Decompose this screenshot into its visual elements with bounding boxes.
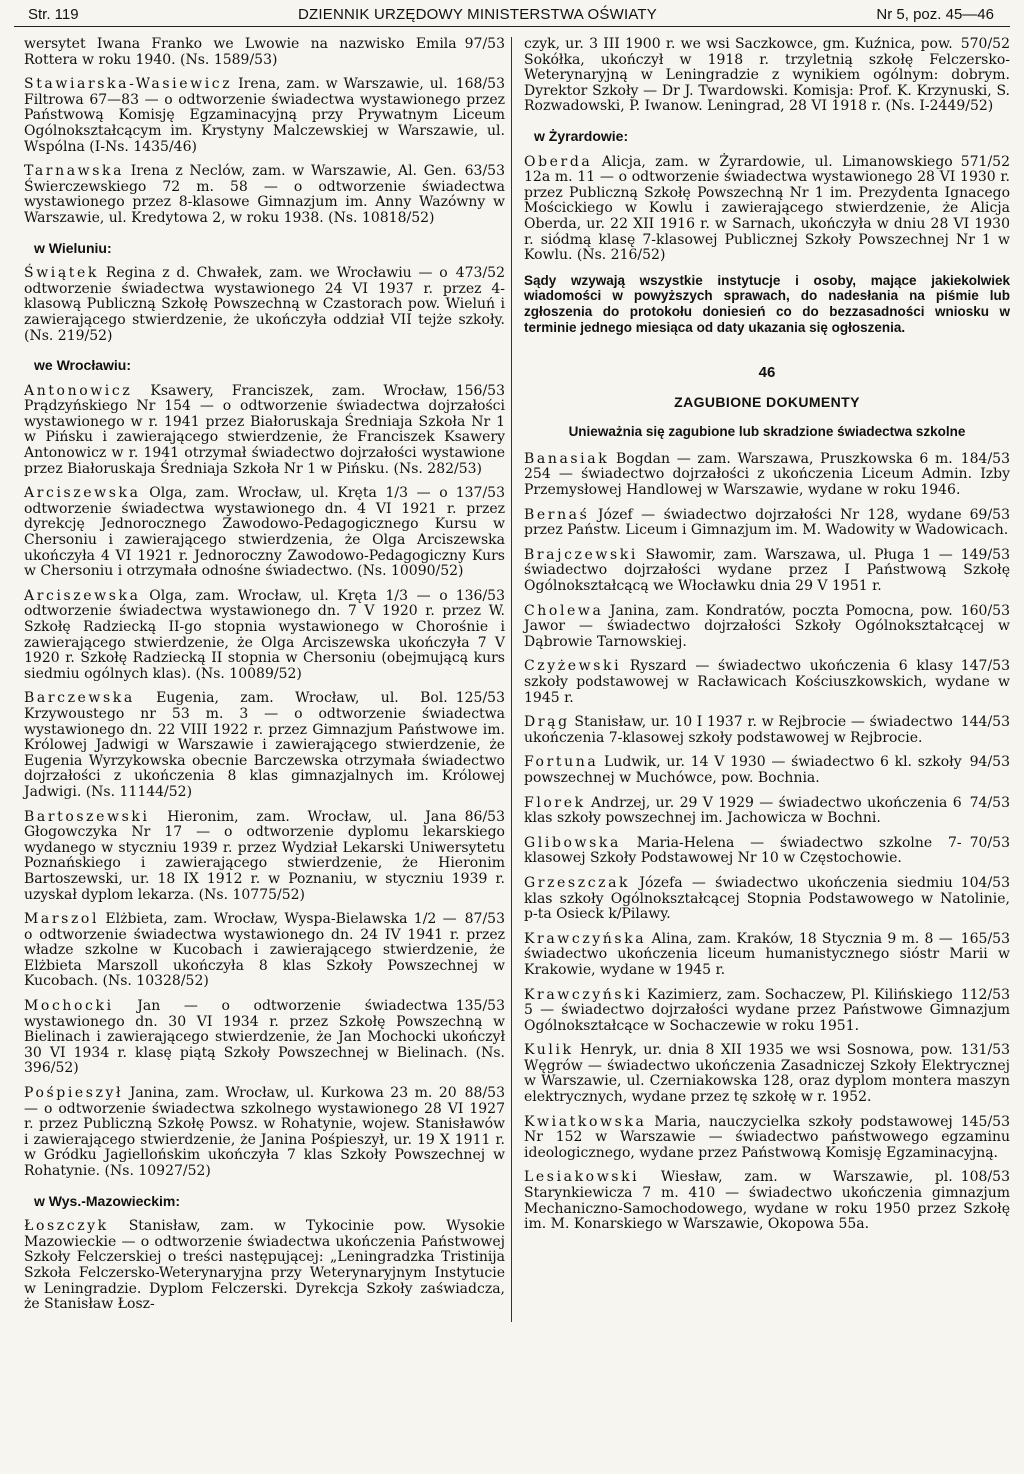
entry-reference: 88/53 xyxy=(464,1085,505,1102)
entry-text: Kazimierz, zam. Sochaczew, Pl. Kilińskiego 5 — świadectwo dojrzałości wydane przez Państwowe Gimnazjum Ogólnokształcące w Sochaczewie w roku 1951. xyxy=(524,986,1010,1034)
entry-reference: 131/53 xyxy=(960,1042,1010,1059)
entry-reference: 70/53 xyxy=(969,834,1010,851)
entry-surname: Bernaś xyxy=(524,506,590,523)
page-number: Str. 119 xyxy=(28,6,79,23)
entry-surname: Krawczyński xyxy=(524,986,643,1003)
entry xyxy=(24,1219,505,1313)
entry-surname: Florek xyxy=(524,794,586,811)
entry-text: wersytet Iwana Franko we Lwowie na nazwisko Emila Rottera w roku 1940. (Ns. 1589/53) xyxy=(24,36,457,68)
entry xyxy=(524,1170,1010,1232)
entry-reference: 168/53 xyxy=(455,76,505,93)
entry xyxy=(524,548,1010,595)
entry-reference: 86/53 xyxy=(464,808,505,825)
entry xyxy=(24,810,505,904)
section-heading-zyrardow: w Żyrardowie: xyxy=(534,127,629,144)
entry-text: Andrzej, ur. 29 V 1929 — świadectwo ukończenia 6 klas szkoły powszechnej im. Jachowicza w Bochni. xyxy=(524,794,962,827)
entry xyxy=(524,796,1010,827)
entry-reference: 69/53 xyxy=(969,506,1010,523)
entry-text: Maria, nauczycielka szkoły podstawowej Nr 152 w Warszawie — świadectwo państwowego egzaminu ideologicznego, wydane przez Państwową Komisję Egzaminacyjną. xyxy=(524,1113,1010,1161)
entry-reference: 63/53 xyxy=(464,163,505,180)
entry xyxy=(24,384,505,478)
entry-text: Sławomir, zam. Warszawa, ul. Pługa 1 — świadectwo dojrzałości wydane przez I Państwową Szkołę Ogólnokształcącą we Włocławku dnia 29 V 1951 r. xyxy=(524,546,1010,595)
entry-text: Ludwik, ur. 14 V 1930 — świadectwo 6 kl. szkoły powszechnej w Muchówce, pow. Bochnia. xyxy=(524,754,962,786)
entry xyxy=(24,486,505,580)
entry-reference: 144/53 xyxy=(960,714,1010,731)
entry xyxy=(24,77,505,155)
entry-surname: Bartoszewski xyxy=(24,808,150,825)
entry-surname: Świątek xyxy=(24,265,99,282)
entry-text: Stanisław, ur. 10 I 1937 r. w Rejbrocie — świadectwo ukończenia 7-klasowej szkoły podstawowej w Rejbrocie. xyxy=(524,714,953,746)
entry-surname: Kulik xyxy=(524,1042,574,1059)
entry xyxy=(24,266,505,344)
entry-text: Stanisław, zam. w Tykocinie pow. Wysokie Mazowieckie — o odtworzenie świadectwa ukończenia Państwowej Szkoły Felczerskiej o treści następującej: „Leningradzka Tristinija Szkoła Felczersko-Weterynaryjna przy Weterynaryjnym Instytucie w Leningradzie. Dyplom Felczerski. Dyrekcja Szkoły zaświadcza, że Stanisław Łosz- xyxy=(24,1218,505,1313)
entry xyxy=(524,932,1010,979)
entry-text: Janina, zam. Kondratów, poczta Pomocna, pow. Jawor — świadectwo dojrzałości Szkoły Ogólnokształcącej w Dąbrowie Tarnowskiej. xyxy=(524,602,1010,650)
entry-reference: 145/53 xyxy=(960,1113,1010,1130)
entry-reference: 74/53 xyxy=(969,794,1010,811)
entry xyxy=(524,988,1010,1035)
entry-surname: Kwiatkowska xyxy=(524,1113,647,1130)
entry-surname: Mochocki xyxy=(24,998,114,1015)
entry-text: Henryk, ur. dnia 8 XII 1935 we wsi Sosnowa, pow. Węgrów — świadectwo ukończenia Zasadniczej Szkoły Elektrycznej w Warszawie, ul. Czerniakowska 128, oraz dyplom montera maszyn elektrycznych, wydane przez tę szkołę w r. 1952. xyxy=(524,1042,1010,1106)
entry xyxy=(524,37,1010,115)
section-heading-mazowieckie: w Wys.-Mazowieckim: xyxy=(34,1192,181,1209)
entry-text: Janina, zam. Wrocław, ul. Kurkowa 23 m. 20 — o odtworzenie świadectwa szkolnego wystawionego 28 VI 1927 r. przez Publiczną Szkołę Powsz. w Rohatynie, wojew. Stanisławów i zawierającego stwierdzenie, że Janina Pośpieszył, ur. 19 X 1911 r. w Gródku Jagiellońskim ukończyła 7 klas Szkoły Powszechnej w Rohatynie. (Ns. 10927/52) xyxy=(24,1085,505,1179)
entry xyxy=(24,999,505,1077)
entry-text: Olga, zam. Wrocław, ul. Kręta 1/3 — o odtworzenie świadectwa wystawionego dn. 4 VI 1921 r. przez dyrekcję Jednorocznego Zawodowo-Pedagogicznego Kursu w Chersoniu i zawierającego stwierdzenia, że Olga Arciszewska ukończyła 4 VI 1921 r. Jednoroczny Zawodowo-Pedagogiczny Kurs w Chersoniu i otrzymała odnośne świadectwo. (Ns. 10090/52) xyxy=(24,485,505,580)
entry-reference: 165/53 xyxy=(960,930,1010,947)
entry-reference: 156/53 xyxy=(455,382,505,399)
entry-text: Ryszard — świadectwo ukończenia 6 klasy szkoły podstawowej w Racławicach Kościuszkowskich, wydane w 1945 r. xyxy=(524,658,1010,706)
entry xyxy=(524,755,1010,786)
continued-entries xyxy=(524,37,1010,115)
entry-reference: 104/53 xyxy=(960,874,1010,891)
section-number: 46 xyxy=(758,364,776,382)
page-header xyxy=(14,6,1010,27)
entry-reference: 137/53 xyxy=(455,485,505,502)
entry-surname: Cholewa xyxy=(524,602,604,619)
entry-text: Jan — o odtworzenie świadectwa wystawionego dn. 30 VI 1934 r. przez Szkołę Powszechną w Bielinach i zawierającego stwierdzenie, że Jan Mochocki ukończył 30 VI 1934 r. klasę piątą Szkoły Powszechnej w Bielinach. (Ns. 396/52) xyxy=(24,998,505,1077)
section-heading-wroclaw: we Wrocławiu: xyxy=(34,357,131,374)
entry-surname: Lesiakowski xyxy=(524,1169,640,1186)
wroclaw-entries xyxy=(24,384,505,1180)
entry-surname: Czyżewski xyxy=(524,658,622,675)
entry-text: Hieronim, zam. Wrocław, ul. Jana Głogowczyka Nr 17 — o odtworzenie dyplomu lekarskiego wydanego w styczniu 1939 r. przez Wydział Lekarski Uniwersytetu Poznańskiego i zawierającego stwierdzenie, że Hieronim Bartoszewski, ur. 18 IX 1912 r. w Poznaniu, w styczniu 1939 r. uzyskał dyplom lekarza. (Ns. 10775/52) xyxy=(24,808,505,903)
entry-surname: Banasiak xyxy=(524,450,610,467)
entry-reference: 108/53 xyxy=(960,1169,1010,1186)
entry-reference: 147/53 xyxy=(960,658,1010,675)
entry-text: Józef — świadectwo dojrzałości Nr 128, wydane przez Państw. Liceum i Gimnazjum im. M. Wadowity w Wadowicach. xyxy=(524,506,1009,539)
entry-text: Wiesław, zam. w Warszawie, pl. Starynkiewicza 7 m. 410 — świadectwo ukończenia gimnazjum Mechaniczno-Samochodowego, wydane w roku 1950 przez Szkołę im. M. Konarskiego w Warszawie, Okopowa 55a. xyxy=(524,1169,1010,1233)
entry xyxy=(524,836,1010,867)
entry-text: czyk, ur. 3 III 1900 r. we wsi Saczkowce, gm. Kuźnica, pow. Sokółka, ukończył w 1918 r. trzyletnią szkołę Felczersko-Weterynaryjną w Leningradzie z wynikiem ogólnym: dobrym. Dyrektor Szkoły — Dr J. Twardowski. Komisja: Prof. K. Krzynuski, S. Rozwadowski, P. Iwanow. Leningrad, 28 VI 1918 r. (Ns. I-2449/52) xyxy=(524,36,1010,115)
entry xyxy=(524,508,1010,539)
entry-surname: Arciszewska xyxy=(24,587,141,604)
zyrardow-entries xyxy=(524,155,1010,264)
entry-surname: Fortuna xyxy=(524,754,599,771)
entry xyxy=(24,37,505,68)
entry-reference: 136/53 xyxy=(455,587,505,604)
entry-surname: Stawiarska-Wasiewicz xyxy=(24,76,233,93)
entry xyxy=(524,1043,1010,1105)
entry-surname: Tarnawska xyxy=(24,163,125,180)
entry xyxy=(524,659,1010,706)
journal-title: DZIENNIK URZĘDOWY MINISTERSTWA OŚWIATY xyxy=(298,6,658,23)
court-notice: Sądy wzywają wszystkie instytucje i osoby, mające jakiekolwiek wiadomości w powyższych sprawach, do nadesłania na piśmie lub zgłoszenia do protokołu doniesień co do bezzasadności wniosku w terminie jednego miesiąca od daty ukazania się ogłoszenia. xyxy=(524,272,1010,335)
entry-reference: 473/52 xyxy=(455,265,505,282)
entry-surname: Drąg xyxy=(524,714,570,731)
entry-reference: 135/53 xyxy=(455,998,505,1015)
entry xyxy=(524,155,1010,264)
section-subtitle: Unieważnia się zagubione lub skradzione świadectwa szkolne xyxy=(568,424,966,440)
entry-surname: Pośpieszył xyxy=(24,1085,124,1102)
wielun-entries xyxy=(24,266,505,344)
entry-reference: 160/53 xyxy=(960,602,1010,619)
section-heading-wielun: w Wieluniu: xyxy=(34,239,112,256)
entry xyxy=(524,1115,1010,1162)
lost-documents-entries xyxy=(524,452,1010,1233)
entry xyxy=(24,912,505,990)
entry-text: Alina, zam. Kraków, 18 Stycznia 9 m. 8 — świadectwo ukończenia liceum humanistycznego sióstr Marii w Krakowie, wydane w 1945 r. xyxy=(524,930,1010,978)
entry-text: Bogdan — zam. Warszawa, Pruszkowska 6 m. 254 — świadectwo dojrzałości z ukończenia Liceum Admin. Izby Przemysłowej Handlowej w Warszawie, wydane w roku 1946. xyxy=(524,450,1010,499)
entry-reference: 87/53 xyxy=(464,911,505,928)
entry-reference: 94/53 xyxy=(969,754,1010,771)
entry-reference: 149/53 xyxy=(960,546,1010,563)
entry xyxy=(524,604,1010,651)
entry-reference: 184/53 xyxy=(960,450,1010,467)
issue-number: Nr 5, poz. 45—46 xyxy=(876,6,994,23)
entry-surname: Glibowska xyxy=(524,834,621,851)
entry-text: Eugenia, zam. Wrocław, ul. Bol. Krzywoustego nr 53 m. 3 — o odtworzenie świadectwa wystawionego dn. 22 VIII 1922 r. przez Gimnazjum Państwowe im. Królowej Jadwigi w Warszawie i zawierającego stwierdzenie, że Eugenia Wyrzykowska obecnie Barczewska otrzymała świadectwo dojrzałości z ukończenia 8 klas gimnazjalnych im. Królowej Jadwigi. (Ns. 11144/52) xyxy=(24,690,505,800)
left-column xyxy=(14,37,512,1322)
mazowieckie-entries xyxy=(24,1219,505,1313)
entry-surname: Oberda xyxy=(524,153,593,170)
entry-text: Ksawery, Franciszek, zam. Wrocław, Prądzyńskiego Nr 154 — o odtworzenie świadectwa dojrzałości wystawionego w r. 1941 przez Białoruskaja Średniaja Szkoła Nr 1 w Pińsku i zawierającego stwierdzenie, że Franciszek Ksawery Antonowicz w r. 1941 otrzymał świadectwo dojrzałości wystawione przez Białoruskaja Średniaja Szkoła Nr 1 w Pińsku. (Ns. 282/53) xyxy=(24,382,505,477)
entry xyxy=(524,715,1010,746)
entry-surname: Marszol xyxy=(24,911,100,928)
entry-text: Irena, zam. w Warszawie, ul. Filtrowa 67—83 — o odtworzenie świadectwa wystawionego przez Państwową Komisję Egzaminacyjną przy Prywatnym Liceum Ogólnokształcącym im. Krystyny Malczewskiej w Warszawie, ul. Wspólna (I-Ns. 1435/46) xyxy=(24,76,505,155)
entry xyxy=(524,876,1010,923)
entry-text: Elżbieta, zam. Wrocław, Wyspa-Bielawska 1/2 — o odtworzenie świadectwa wystawionego dn. 24 IV 1941 r. przez władze szkolne w Kucobach i zawierającego stwierdzenie, że Elżbieta Marszoll ukończyła 8 klas Szkoły Powszechnej w Kucobach. (Ns. 10328/52) xyxy=(24,911,505,990)
entry-text: Maria-Helena — świadectwo szkolne 7-klasowej Szkoły Podstawowej Nr 10 w Częstochowie. xyxy=(524,834,962,867)
entry-surname: Barczewska xyxy=(24,690,135,707)
section-title: ZAGUBIONE DOKUMENTY xyxy=(674,393,860,410)
entry-reference: 112/53 xyxy=(960,986,1010,1003)
entry-surname: Krawczyńska xyxy=(524,930,647,947)
entry-text: Olga, zam. Wrocław, ul. Kręta 1/3 — o odtworzenie świadectwa wystawionego dn. 7 V 1920 r. przez W. Szkołę Radziecką II-go stopnia wystawionego w Chorośnie i zawierającego stwierdzenie, że Olga Arciszewska ukończyła 7 V 1920 r. Szkołę Radziecką II stopnia w Chersoniu (obejmującą kurs siedmiu ogólnych klas). (Ns. 10089/52) xyxy=(24,587,505,682)
entry-text: Józefa — świadectwo ukończenia siedmiu klas szkoły Ogólnokształcącej Stopnia Podstawowego w Natolinie, p-ta Osieck k/Pilawy. xyxy=(524,874,1010,923)
entry-text: Irena z Neclów, zam. w Warszawie, Al. Gen. Świerczewskiego 72 m. 58 — o odtworzenie świadectwa wystawionego przez 8-klasowe Gimnazjum im. Anny Wazówny w Warszawie, ul. Kredytowa 2, w roku 1938. (Ns. 10818/52) xyxy=(24,163,505,226)
entry-text: Alicja, zam. w Żyrardowie, ul. Limanowskiego 12a m. 11 — o odtworzenie świadectwa wystawionego 28 VI 1930 r. przez Publiczną Szkołę Powszechną Nr 1 im. Prezydenta Ignacego Mościckiego w Kowlu i zawierającego stwierdzenie, że Alicja Oberda, ur. 22 XII 1916 r. w Sarnach, ukończyła w dniu 28 VI 1930 r. siódmą klasę 7-klasowej Publicznej Szkoły Powszechnej Nr 1 w Kowlu. (Ns. 216/52) xyxy=(524,153,1010,264)
entry-reference: 570/52 xyxy=(960,36,1010,52)
entry-surname: Arciszewska xyxy=(24,485,141,502)
entry-reference: 97/53 xyxy=(464,36,505,52)
entry-reference: 571/52 xyxy=(960,153,1010,170)
entry-text: Regina z d. Chwałek, zam. we Wrocławiu — o odtworzenie świadectwa wystawionego 24 VI 1937 r. przez 4-klasową Publiczną Szkołę Powszechną w Czastorach pow. Wieluń i zawierającego stwierdzenie, że ukończyła oddział VII tejże szkoły. (Ns. 219/52) xyxy=(24,265,505,344)
right-column xyxy=(512,37,1010,1322)
entry xyxy=(24,589,505,683)
entry xyxy=(24,164,505,226)
entry xyxy=(24,1086,505,1180)
entry-reference: 125/53 xyxy=(455,690,505,707)
entry xyxy=(524,452,1010,499)
opening-entries xyxy=(24,37,505,227)
entry xyxy=(24,691,505,800)
entry-surname: Grzeszczak xyxy=(524,874,631,891)
entry-surname: Antonowicz xyxy=(24,382,133,399)
entry-surname: Łoszczyk xyxy=(24,1218,109,1235)
entry-surname: Brajczewski xyxy=(524,546,638,563)
